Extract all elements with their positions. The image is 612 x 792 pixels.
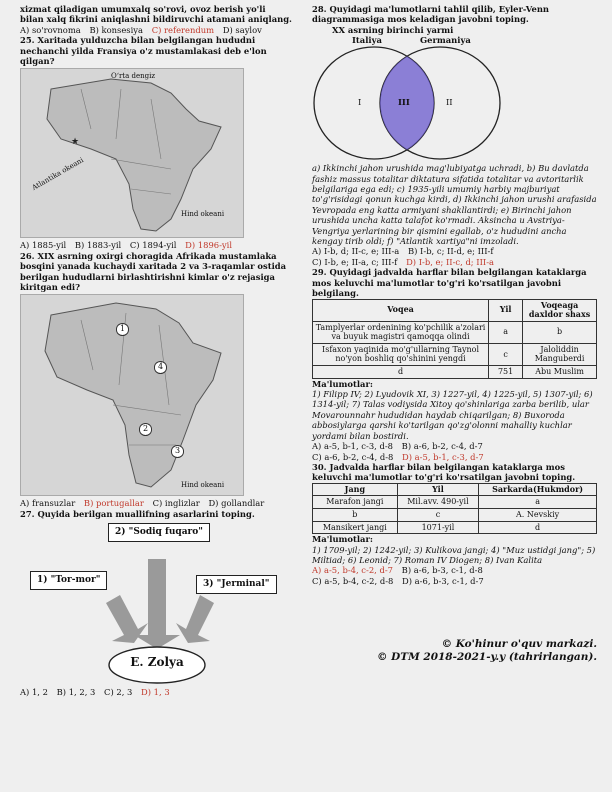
q29-col-yil: Yil (489, 299, 523, 321)
table-cell: c (489, 343, 523, 365)
q29-table (312, 299, 597, 379)
q24-option-d[interactable]: D) saylov (222, 24, 262, 35)
q24-option-c[interactable]: C) referendum (151, 24, 215, 35)
q27-box-3: 3) "Jerminal" (196, 575, 277, 593)
map2-label-indian: Hind okeani (181, 481, 225, 490)
q27-text: 27. Quyida berilgan muallifning asarlarini toping. (20, 508, 255, 519)
venn-title: XX asrning birinchi yarmi (332, 24, 454, 35)
venn-circles (312, 45, 512, 163)
q29-option-c[interactable]: C) a-6, b-2, c-4, d-8 (312, 451, 394, 462)
footer-dtm: © DTM 2018-2021-y.y (tahrirlangan). (377, 651, 597, 664)
q29-options-row2 (312, 452, 597, 462)
map2-number-4: 4 (154, 361, 167, 373)
table-cell: b (313, 508, 398, 521)
map1-label-sea: Oʻrta dengiz (111, 72, 156, 81)
q27-options (20, 687, 292, 697)
q27-box-2: 2) "Sodiq fuqaro" (108, 523, 210, 541)
africa-map-2 (20, 294, 244, 496)
footer-center: © Ko'hinur o'quv markazi. (441, 638, 597, 651)
q24-text: xizmat qiladigan umumxalq so'rovi, ovoz berish yo'li bilan xalq fikrini aniqlashni bildiruvchi atamani aniqlang. (20, 4, 292, 25)
q29-info: 1) Filipp IV; 2) Lyudovik XI, 3) 1227-yil, 4) 1225-yil, 5) 1307-yil; 6) 1314-yil; 7) Talas vodiysida Xitoy qo'shinlariga zarba berilib, ular Movarounnahr hududidan haydab chiqarilgan; 8) Buxoroda abbosiylarga qarshi ko'tarilgan qo'zg'olonni mahalliy kuchlar yordami bilan bostirdi. (312, 389, 593, 441)
q27-diagram (20, 519, 292, 687)
q27-option-b[interactable]: B) 1, 2, 3 (56, 687, 96, 698)
svg-text:★: ★ (71, 137, 80, 148)
q25-option-b[interactable]: B) 1883-yil (74, 240, 122, 251)
q26-option-c[interactable]: C) inglizlar (152, 498, 200, 509)
q29-text: 29. Quyidagi jadvalda harflar bilan belgilangan kataklarga mos keluvchi ma'lumotlar to'g'ri ko'rsatilgan javobni belgilang. (312, 267, 587, 299)
table-cell: Jaloliddin Manguberdi (523, 343, 597, 365)
q29-option-d[interactable]: D) a-5, b-1, c-3, d-7 (402, 451, 484, 462)
q30-option-b[interactable]: B) a-6, b-3, c-1, d-8 (401, 565, 483, 576)
q30-option-d[interactable]: D) a-6, b-3, c-1, d-7 (402, 575, 484, 586)
table-cell: a (479, 496, 597, 509)
map1-label-atlantic: Atlantika okeani (30, 156, 85, 193)
q30-options-row2 (312, 576, 597, 586)
venn-region-3: III (398, 97, 410, 108)
q29-options-row1 (312, 441, 597, 451)
q29-info-title: Ma'lumotlar: (312, 378, 373, 389)
q30-info-title: Ma'lumotlar: (312, 534, 373, 545)
q28-option-a[interactable]: A) I-b, d; II-c, e; III-a (312, 246, 400, 257)
q24-option-a[interactable]: A) so'rovnoma (20, 24, 81, 35)
table-cell: c (397, 508, 478, 521)
map2-number-3: 3 (171, 445, 184, 457)
table-cell: d (313, 366, 489, 379)
q28-options-row1 (312, 246, 597, 256)
venn-label-right: Germaniya (420, 35, 471, 46)
q26-option-d[interactable]: D) gollandlar (208, 498, 265, 509)
q27-center-author: E. Zolya (130, 655, 184, 670)
table-cell: Tamplyerlar ordenining ko'pchilik a'zolari va buyuk magistri qamoqqa olindi (313, 321, 489, 343)
q28-option-d[interactable]: D) I-b, e; II-c, d; III-a (406, 256, 495, 267)
venn-region-1: I (358, 97, 362, 108)
q29-col-voqea: Voqea (313, 299, 489, 321)
q30-text: 30. Jadvalda harflar bilan belgilangan kataklarga mos keluvchi ma'lumotlar to'g'ri ko'rsatilgan javobni toping. (312, 461, 576, 483)
q24-options (20, 25, 292, 35)
table-cell: a (489, 321, 523, 343)
q28-statements: a) Ikkinchi jahon urushida mag'lubiyatga uchradi, b) Bu davlatda fashiz massus totalitar diktatura sifatida totalitar va avtoritarlik belgilariga ega edi; c) 1935-yili umumiy harbiy majburiyat to'g'risidagi qonun kuchga kirdi, d) Ikkinchi jahon urushi arafasida Yevropada eng katta armiyani shakllantirdi; e) Birinchi jahon urushida uncha katta talafot ko'rmadi. Aksincha u Avstriya-Vengriya yerlarining bir qismini egallab, o'z hududini ancha kengay tirib oldi; f) "Atlantik xartiya"ni imzoladi. (312, 163, 597, 247)
q25-text: 25. Xaritada yulduzcha bilan belgilangan hududni nechanchi yilda Fransiya o'z mustamlakasi deb e'lon qilgan? (20, 35, 267, 67)
q25-option-c[interactable]: C) 1894-yil (129, 240, 177, 251)
table-cell: Mil.avv. 490-yil (397, 496, 478, 509)
q30-info: 1) 1709-yil; 2) 1242-yil; 3) Kulikova jangi; 4) "Muz ustidgi jang"; 5) Miltiad; 6) Leonid; 7) Roman IV Diogen; 8) Ivan Kalita (312, 544, 596, 565)
q26-option-a[interactable]: A) fransuzlar (20, 498, 76, 509)
africa-outline-2 (21, 295, 243, 495)
table-cell: 751 (489, 366, 523, 379)
table-cell: A. Nevskiy (479, 508, 597, 521)
q30-col-sarkarda: Sarkarda(Hukmdor) (479, 483, 597, 496)
q27-box-1: 1) "Tor-mor" (30, 571, 107, 589)
right-column (312, 4, 597, 664)
q28-text: 28. Quyidagi ma'lumotlarni tahlil qilib, Eyler-Venn diagrammasiga mos keladigan javobni toping. (312, 4, 550, 25)
q30-col-yil: Yil (397, 483, 478, 496)
table-row (313, 321, 597, 343)
table-row (313, 521, 597, 534)
q29-table-header (313, 299, 597, 321)
table-cell: Mansikert jangi (313, 521, 398, 534)
venn-label-left: Italiya (352, 35, 382, 46)
table-cell: Isfaxon yaqinida mo'g'ullarning Taynol no'yon boshliq qo'shinini yengdi (313, 343, 489, 365)
q26-options (20, 498, 292, 508)
q30-option-a[interactable]: A) a-5, b-4, c-2, d-7 (312, 565, 393, 576)
q25-option-d[interactable]: D) 1896-yil (185, 240, 233, 251)
map2-number-1: 1 (116, 323, 129, 335)
table-row (313, 366, 597, 379)
q25-option-a[interactable]: A) 1885-yil (20, 240, 67, 251)
venn-region-2: II (446, 97, 453, 108)
q28-option-b[interactable]: B) I-b, c; II-d, e; III-f (407, 246, 494, 257)
table-cell: d (479, 521, 597, 534)
q30-option-c[interactable]: C) a-5, b-4, c-2, d-8 (312, 575, 394, 586)
q30-table (312, 483, 597, 534)
q27-option-c[interactable]: C) 2, 3 (104, 687, 133, 698)
map1-label-indian: Hind okeani (181, 210, 225, 219)
q25-options (20, 240, 292, 250)
map2-number-2: 2 (139, 423, 152, 435)
q30-table-header (313, 483, 597, 496)
left-column (20, 4, 292, 698)
q29-option-a[interactable]: A) a-5, b-1, c-3, d-8 (312, 441, 393, 452)
africa-map-1 (20, 68, 244, 238)
q30-col-jang: Jang (313, 483, 398, 496)
table-row (313, 343, 597, 365)
q27-option-d[interactable]: D) 1, 3 (141, 687, 170, 698)
venn-diagram (312, 35, 597, 163)
q24-option-b[interactable]: B) konsesiya (89, 24, 144, 35)
q28-option-c[interactable]: C) I-b, e; II-a, c; III-f (312, 256, 398, 267)
table-cell: Abu Muslim (523, 366, 597, 379)
q27-option-a[interactable]: A) 1, 2 (20, 687, 48, 698)
q26-option-b[interactable]: B) portugallar (83, 498, 144, 509)
q26-text: 26. XIX asrning oxirgi choragida Afrikada mustamlaka bosqini yanada kuchaydi xaritada 2 va 3-raqamlar ostida berilgan hududlarni birlashtirishni kimlar o'z rejasiga kiritgan edi? (20, 250, 287, 293)
spacer (312, 586, 597, 638)
q28-options-row2 (312, 257, 597, 267)
table-row (313, 508, 597, 521)
table-row (313, 496, 597, 509)
q29-option-b[interactable]: B) a-6, b-2, c-4, d-7 (401, 441, 483, 452)
q29-col-shaxs: Voqeaga daxldor shaxs (523, 299, 597, 321)
q30-options-row1 (312, 565, 597, 575)
table-cell: b (523, 321, 597, 343)
table-cell: Marafon jangi (313, 496, 398, 509)
table-cell: 1071-yil (397, 521, 478, 534)
